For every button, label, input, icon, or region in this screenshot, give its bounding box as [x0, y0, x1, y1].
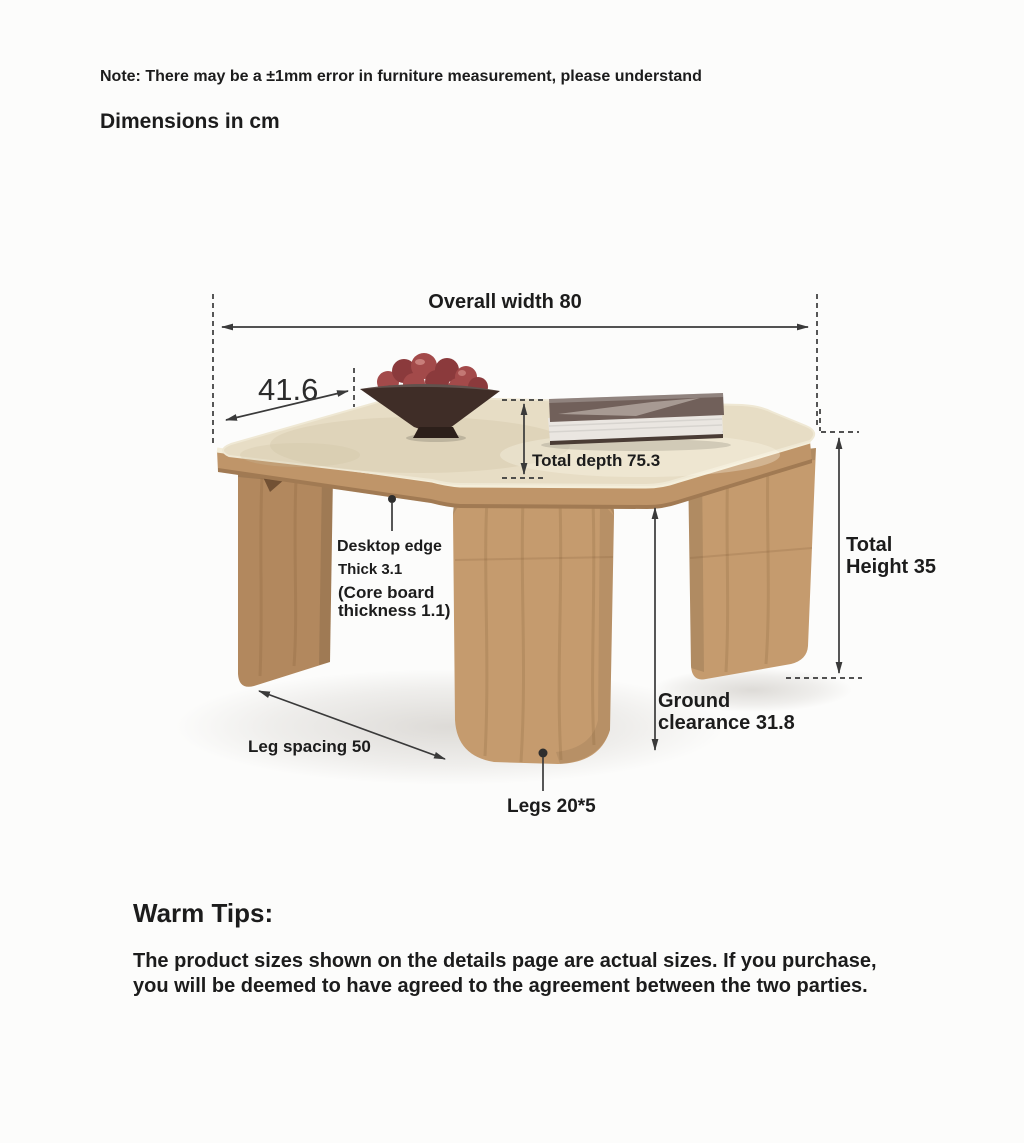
warm-tips-body: The product sizes shown on the details page are actual sizes. If you purchase, you will be deemed to have agreed to the agreement between the two parties. — [133, 950, 877, 997]
total-height-label-line2: Height 35 — [846, 556, 937, 578]
floor-shadow — [175, 669, 725, 785]
total-depth-label: Total depth 75.3 — [532, 451, 661, 470]
core-board-label-line2: thickness 1.1) — [338, 601, 451, 620]
ground-clearance-label-line2: clearance 31.8 — [658, 712, 795, 734]
annotation-corner-width — [226, 368, 354, 420]
ground-clearance-label-line1: Ground — [658, 690, 731, 712]
desktop-thickness-label: Thick 3.1 — [338, 561, 403, 578]
bowl-foot — [413, 427, 459, 438]
overall-width-label: Overall width 80 — [428, 291, 582, 313]
core-board-label-line1: (Core board — [338, 583, 435, 602]
annotation-desktop-edge — [337, 495, 450, 620]
measurement-note: Note: There may be a ±1mm error in furniture measurement, please understand — [100, 68, 702, 85]
legs-size-label: Legs 20*5 — [507, 796, 596, 817]
desktop-edge-label: Desktop edge — [337, 538, 442, 555]
total-height-label-line1: Total — [846, 534, 893, 556]
warm-tips-title: Warm Tips: — [133, 898, 274, 928]
table-leg-front — [453, 488, 614, 764]
book — [541, 393, 731, 451]
dimensions-unit-label: Dimensions in cm — [100, 110, 280, 133]
table-leg-left — [238, 466, 333, 687]
corner-width-label: 41.6 — [258, 372, 319, 407]
warm-tips-section — [133, 898, 903, 999]
leg-spacing-label: Leg spacing 50 — [248, 737, 371, 756]
